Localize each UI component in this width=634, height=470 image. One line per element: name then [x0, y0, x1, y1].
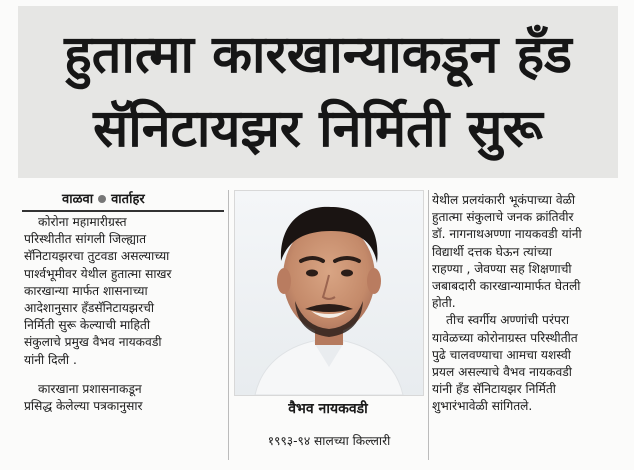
column3-line: तीच स्वर्गीय अण्णांची परंपरा	[446, 313, 570, 328]
article-column-3	[432, 192, 628, 415]
article-column-1	[24, 214, 222, 415]
column3-line: विद्यार्थी दत्तक घेऊन त्यांच्या	[432, 244, 552, 259]
column1-line: परिस्थीतीत सांगली जिल्ह्यात	[24, 232, 147, 247]
column3-line: राहण्या , जेवण्या सह शिक्षणाची	[432, 261, 572, 276]
column1-line: सॅनिटायझरचा तुटवडा असल्याच्या	[24, 249, 170, 264]
column3-line: डॉ. नागनाथअण्णा नायकवडी यांनी	[432, 227, 582, 242]
column3-line: येथील प्रलयंकारी भूकंपाच्या वेळी	[432, 193, 576, 207]
column1-line: संकुलाचे प्रमुख वैभव नायकवडी	[24, 335, 162, 350]
column3-line: प्रयल असल्याचे वैभव नायकवडी	[432, 364, 572, 379]
photo-caption: वैभव नायकवडी	[288, 401, 368, 417]
column1-line: आदेशानुसार हँडसॅनिटायझरची	[24, 300, 155, 315]
column3-line: पुढे चालवण्याचा आमचा यशस्वी	[432, 347, 571, 362]
byline-place: वाळवा	[62, 192, 94, 207]
column1-line: निर्मिती सुरू केल्याची माहिती	[24, 318, 151, 333]
column1-line: पार्श्वभूमीवर येथील हुतात्मा साखर	[24, 266, 172, 281]
byline	[62, 190, 222, 210]
column-divider	[228, 190, 229, 460]
byline-rule	[22, 210, 224, 212]
column3-line: शुभारंभावेळी सांगितले.	[432, 399, 533, 414]
column-divider	[428, 190, 429, 460]
column2-line: १९९३-९४ सालच्या किल्लारी	[267, 434, 391, 448]
portrait-image	[235, 191, 423, 395]
column3-line: यांनी हँड सॅनिटायझर निर्मिती	[432, 382, 556, 397]
column1-line: कारखाना प्रशासनाकडून	[38, 381, 142, 396]
column3-line: हुतात्मा संकुलाचे जनक क्रांतिवीर	[432, 210, 574, 225]
portrait-photo	[234, 190, 424, 396]
column3-line: होती.	[432, 296, 456, 311]
headline-band	[18, 6, 618, 178]
column1-line: प्रसिद्ध केलेल्या पत्रकानुसार	[24, 398, 143, 413]
bullet-icon	[98, 195, 106, 203]
column1-blank-line	[24, 369, 222, 381]
column1-line: कारखान्या मार्फत शासनाच्या	[24, 283, 148, 298]
column1-line: कोरोना महामारीग्रस्त	[38, 215, 127, 229]
byline-source: वार्ताहर	[111, 192, 145, 207]
column3-line: यावेळच्या कोरोनाग्रस्त परिस्थीतीत	[432, 330, 578, 345]
column3-line: जबाबदारी कारखान्यामार्फत घेतली	[432, 278, 581, 293]
headline-line-2: सॅनिटायझर निर्मिती सुरू	[93, 99, 543, 159]
headline-line-1: हुतात्मा कारखान्याकडून हँड	[64, 25, 572, 85]
column1-line: यांनी दिली .	[24, 352, 77, 367]
